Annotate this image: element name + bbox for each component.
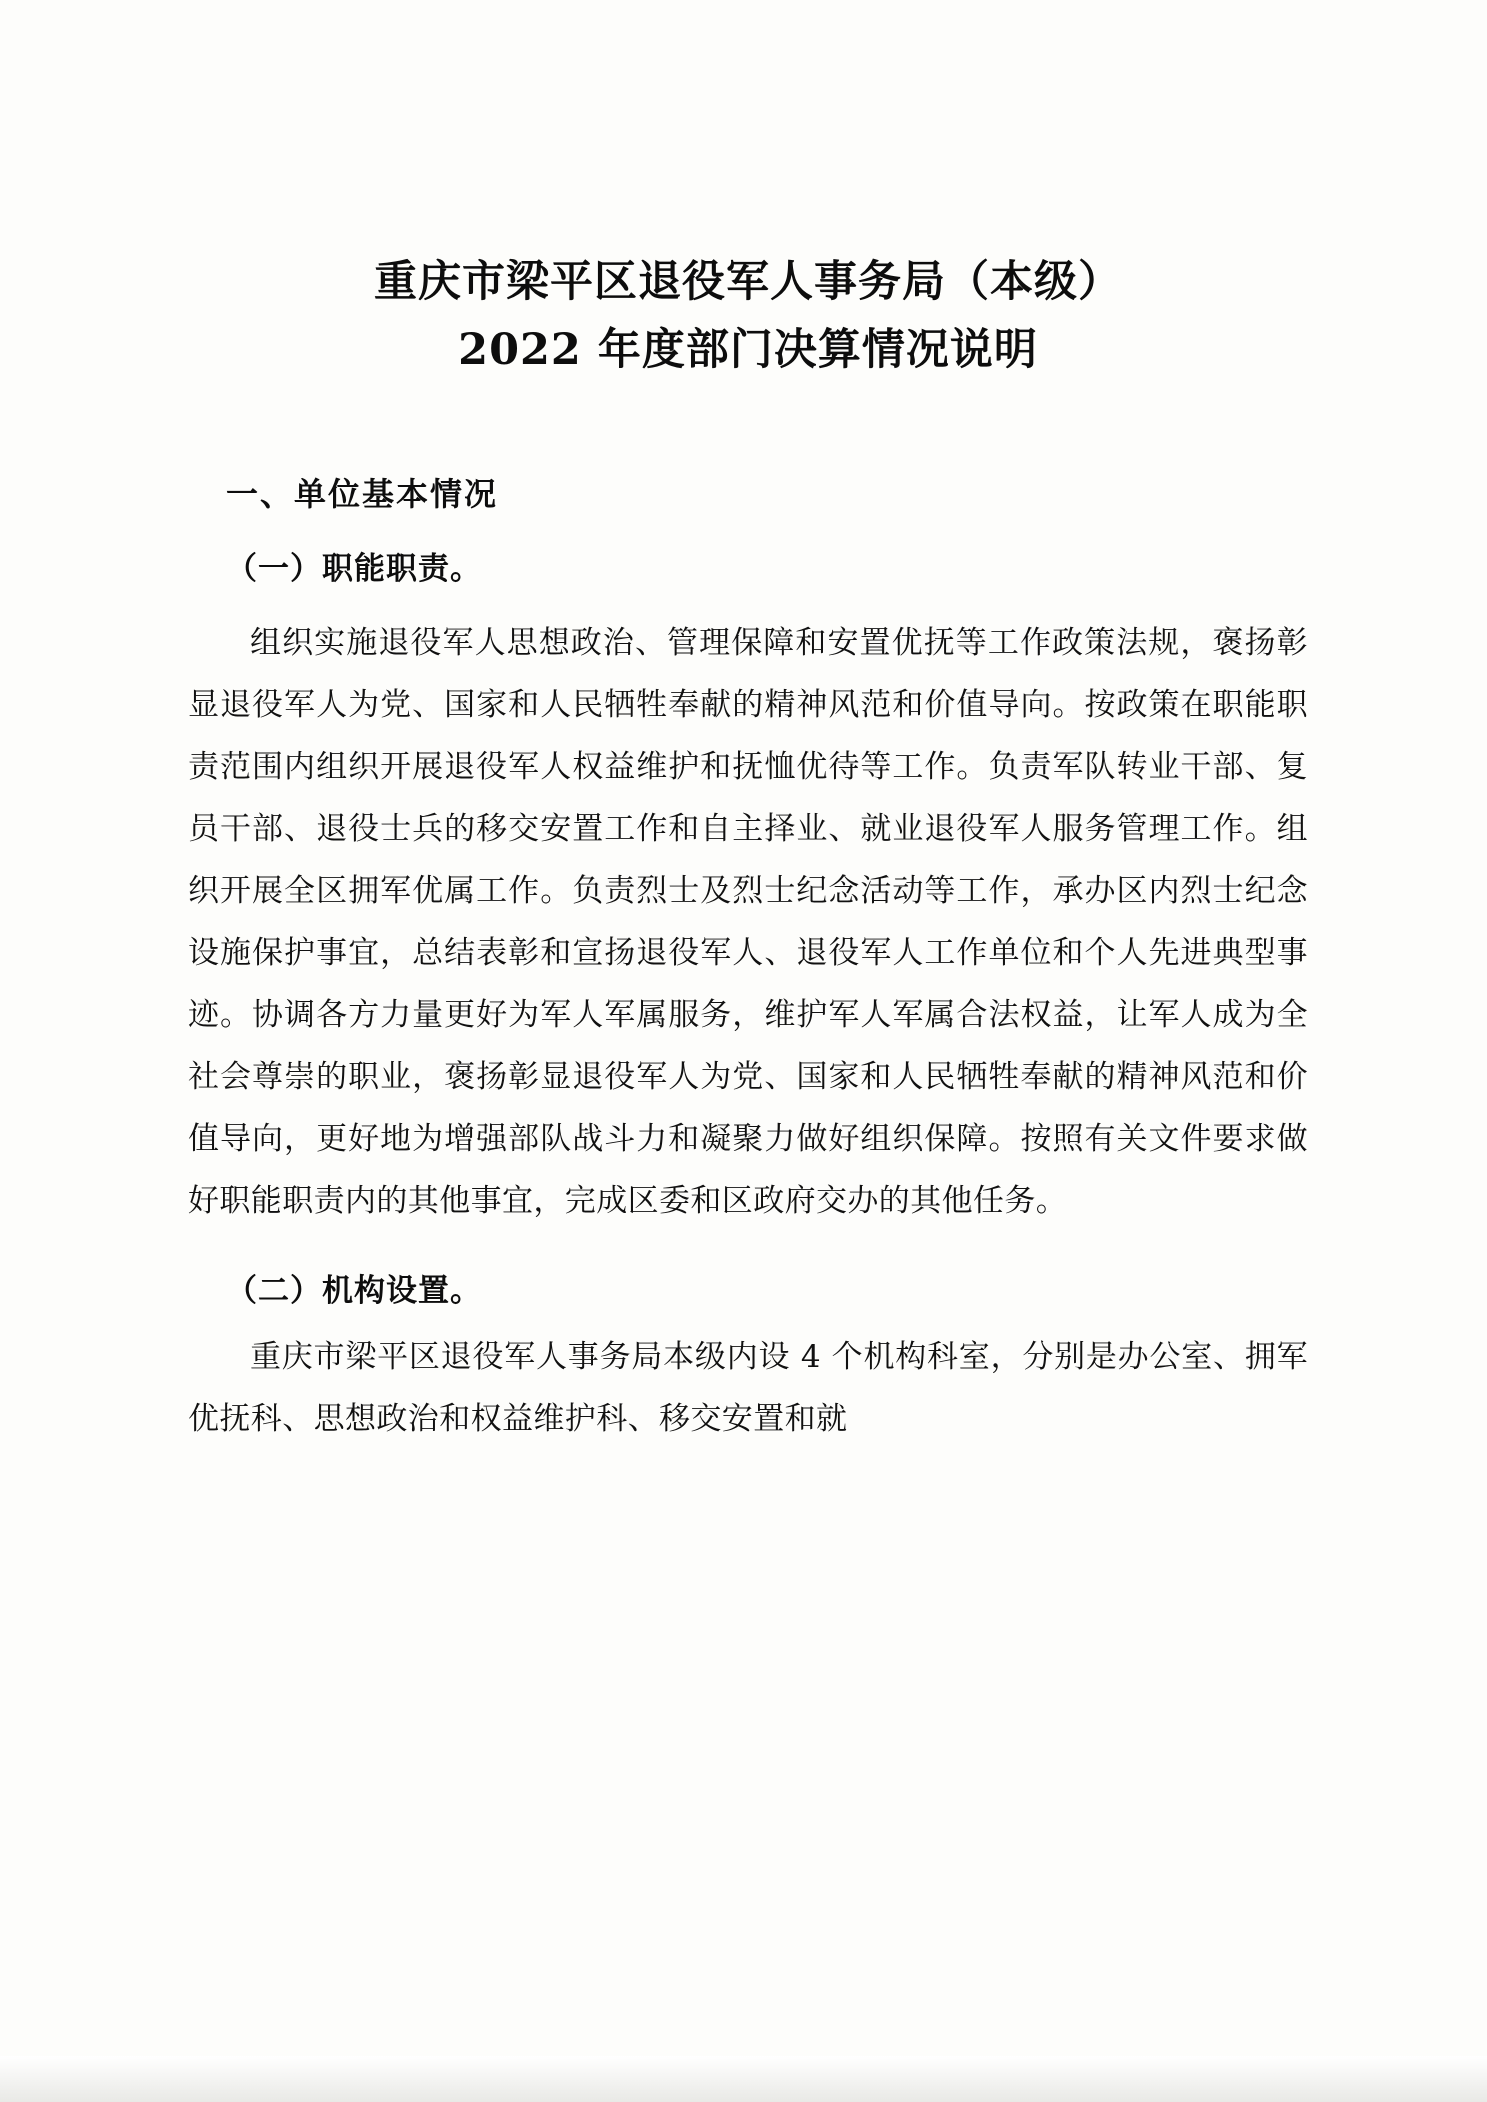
paragraph-duties: 组织实施退役军人思想政治、管理保障和安置优抚等工作政策法规，褒扬彰显退役军人为党、国家和人民牺牲奉献的精神风范和价值导向。按政策在职能职责范围内组织开展退役军人权益维护和抚恤优待等工作。负责军队转业干部、复员干部、退役士兵的移交安置工作和自主择业、就业退役军人服务管理工作。组织开展全区拥军优属工作。负责烈士及烈士纪念活动等工作，承办区内烈士纪念设施保护事宜，总结表彰和宣扬退役军人、退役军人工作单位和个人先进典型事迹。协调各方力量更好为军人军属服务，维护军人军属合法权益，让军人成为全社会尊崇的职业，褒扬彰显退役军人为党、国家和人民牺牲奉献的精神风范和价值导向，更好地为增强部队战斗力和凝聚力做好组织保障。按照有关文件要求做好职能职责内的其他事宜，完成区委和区政府交办的其他任务。	[188, 625, 1308, 1219]
document-content	[188, 0, 1308, 2102]
subheading-organization: （二）机构设置。	[226, 1273, 482, 1309]
section-heading-unit-basic-info: 一、单位基本情况	[226, 475, 499, 513]
document-title	[188, 248, 1308, 384]
page-bottom-edge	[0, 2056, 1487, 2102]
subheading-duties: （一）职能职责。	[226, 551, 482, 587]
paragraph-organization: 重庆市梁平区退役军人事务局本级内设 4 个机构科室，分别是办公室、拥军优抚科、思想政治和权益维护科、移交安置和就	[188, 1339, 1308, 1437]
document-title-line-2: 2022 年度部门决算情况说明	[458, 325, 1038, 375]
document-title-line-1: 重庆市梁平区退役军人事务局（本级）	[374, 257, 1122, 307]
